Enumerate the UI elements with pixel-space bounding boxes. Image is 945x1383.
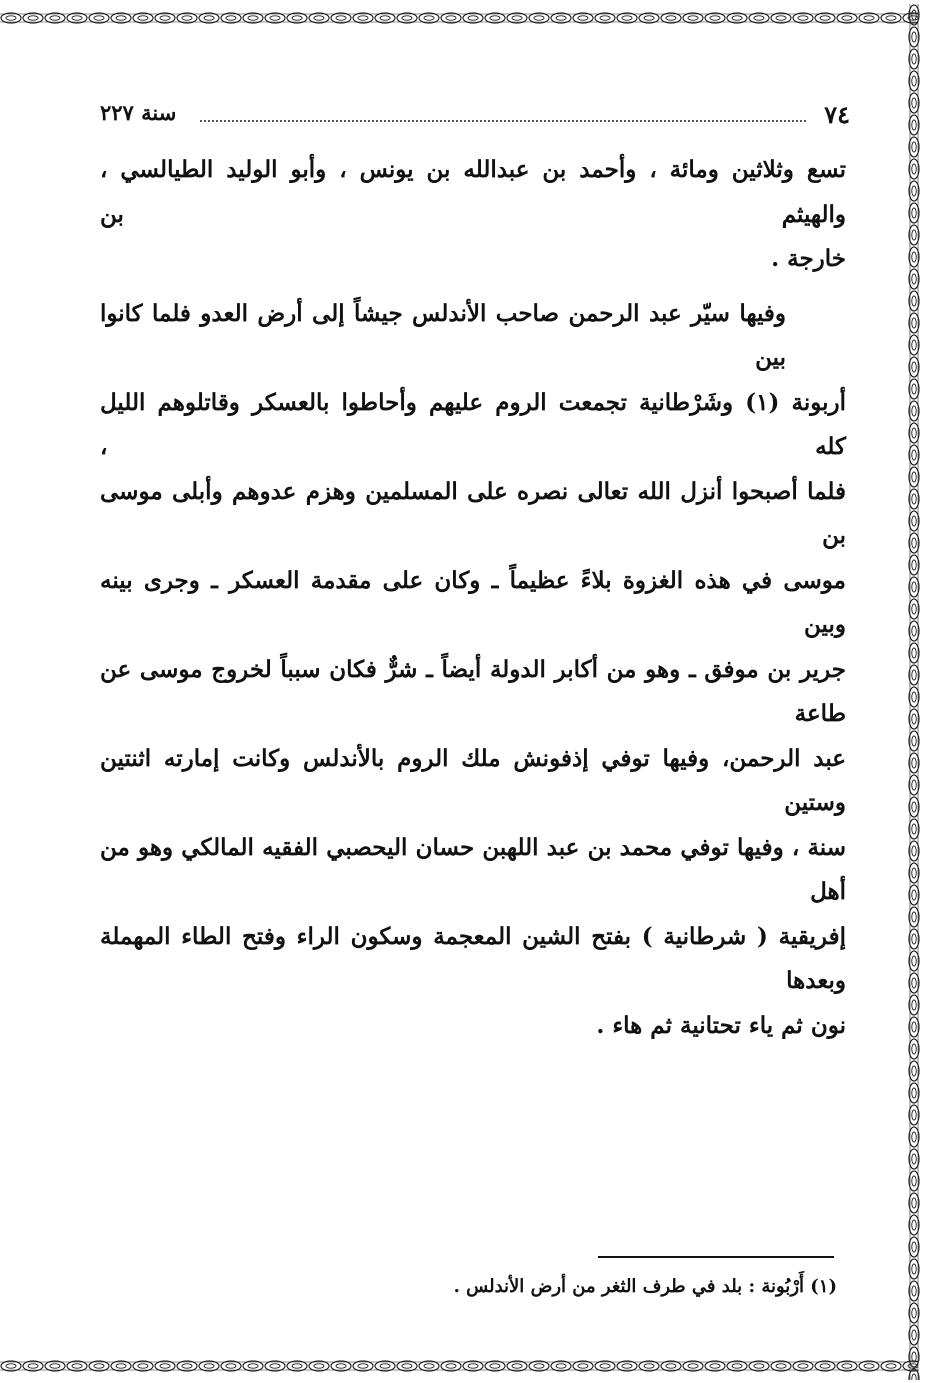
text-line: جرير بن موفق ـ وهو من أكابر الدولة أيضاً ـ شرٌّ فكان سبباً لخروج موسى عن طاعة (100, 655, 846, 727)
text-line: سنة ، وفيها توفي محمد بن عبد اللهبن حسان اليحصبي الفقيه المالكي وهو من أهل (100, 833, 846, 905)
text-line: خارجة . (771, 245, 846, 272)
text-line: عبد الرحمن، وفيها توفي إذفونش ملك الروم بالأندلس وكانت إمارته اثنتين وستين (100, 744, 846, 816)
footnote: (١) أَرْبُونة : بلد في طرف الثغر من أرض الأندلس . (453, 1276, 837, 1297)
text-line: إفريقية ( شرطانية ) بفتح الشين المعجمة وسكون الراء وفتح الطاء المهملة وبعدها (100, 922, 846, 994)
footnote-separator (598, 1256, 834, 1258)
page-number: ٧٤ (824, 100, 850, 129)
paragraph-1 (100, 148, 846, 282)
header-dotted-leader (200, 120, 806, 122)
text-line: نون ثم ياء تحتانية ثم هاء . (596, 1011, 846, 1039)
header-year-label: سنة ٢٢٧ (100, 100, 177, 125)
decorative-border-right (900, 4, 928, 1380)
text-line: وفيها سيّر عبد الرحمن صاحب الأندلس جيشاً إلى أرض العدو فلما كانوا بين (100, 299, 786, 371)
paragraph-2 (100, 292, 846, 1049)
main-text (100, 148, 846, 1048)
page-header (100, 100, 850, 130)
text-line: تسع وثلاثين ومائة ، وأحمد بن عبدالله بن يونس ، وأبو الوليد الطيالسي ، والهيثم بن (100, 156, 846, 228)
decorative-border-bottom (0, 1352, 918, 1380)
text-line: موسى في هذه الغزوة بلاءً عظيماً ـ وكان على مقدمة العسكر ـ وجرى بينه وبين (100, 566, 846, 638)
text-line: أربونة (١) وشَرْطانية تجمعت الروم عليهم وأحاطوا بالعسكر وقاتلوهم الليل كله ، (100, 388, 846, 460)
text-line: فلما أصبحوا أنزل الله تعالى نصره على المسلمين وهزم عدوهم وأبلى موسى بن (100, 477, 846, 549)
decorative-border-top (0, 4, 918, 32)
